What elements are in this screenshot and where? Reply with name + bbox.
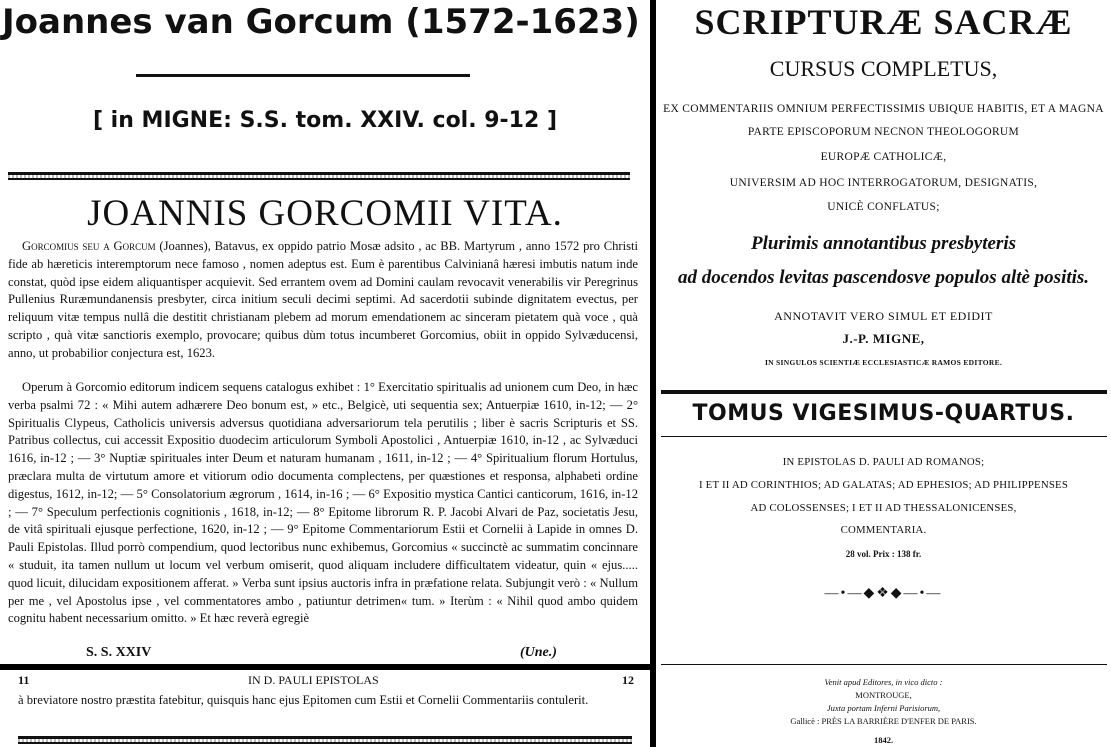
description-line: UNICÈ CONFLATUS;	[827, 201, 940, 213]
migne-reference: [ in MIGNE: S.S. tom. XXIV. col. 9-12 ]	[92, 108, 558, 133]
section-divider-horizontal	[0, 664, 656, 670]
imprint-line: MONTROUGE,	[855, 690, 912, 700]
epistles-line: AD COLOSSENSES; I ET II AD THESSALONICENSES,	[750, 502, 1017, 514]
top-rule	[8, 172, 630, 180]
title-underline	[136, 74, 470, 77]
imprint-line: Juxta portam Inferni Parisiorum,	[826, 703, 941, 713]
ornament-divider: —•—◆❖◆—•—	[824, 586, 943, 601]
scan-title-page	[656, 0, 1111, 747]
catchword: (Une.)	[520, 645, 557, 660]
biography-paragraph	[8, 238, 638, 363]
signature-mark: S. S. XXIV	[86, 645, 152, 660]
publication-year: 1842.	[873, 735, 894, 745]
epistles-line: COMMENTARIA.	[840, 524, 927, 536]
author-name-lead: Gorcomius seu a Gorcum	[22, 239, 156, 253]
page-number-right: 12	[622, 673, 634, 687]
epistles-line: IN EPISTOLAS D. PAULI AD ROMANOS;	[782, 456, 985, 468]
page-title: Joannes van Gorcum (1572-1623)	[2, 2, 640, 42]
bottom-rule	[18, 736, 632, 744]
tomus-rule-top	[661, 390, 1107, 394]
editor-name: J.-P. MIGNE,	[842, 331, 925, 346]
series-subtitle: CURSUS COMPLETUS,	[769, 56, 998, 81]
page-number-left: 11	[18, 673, 30, 687]
continuation-paragraph: à breviatore nostro præstita fatebitur, quisquis hanc ejus Epitomen cum Estii et Cornelii Commentariis contulerit.	[18, 693, 589, 707]
vita-heading: JOANNIS GORCOMII VITA.	[87, 193, 563, 234]
italic-line: ad docendos levitas pascendosve populos altè positis.	[677, 267, 1090, 288]
editor-description: IN SINGULOS SCIENTIÆ ECCLESIASTICÆ RAMOS EDITORE.	[764, 358, 1003, 367]
imprint-line: Venit apud Editores, in vico dicto :	[824, 677, 943, 687]
epistles-line: I ET II AD CORINTHIOS; AD GALATAS; AD EPHESIOS; AD PHILIPPENSES	[698, 479, 1069, 491]
series-title: SCRIPTURÆ SACRÆ	[694, 2, 1073, 42]
description-line: EX COMMENTARIIS OMNIUM PERFECTISSIMIS UBIQUE HABITIS, ET A MAGNA	[663, 103, 1104, 115]
running-head: IN D. PAULI EPISTOLAS	[248, 673, 379, 687]
tomus-rule-bottom	[661, 436, 1107, 437]
description-line: EUROPÆ CATHOLICÆ,	[820, 151, 947, 163]
description-line: PARTE EPISCOPORUM NECNON THEOLOGORUM	[747, 126, 1020, 138]
imprint-line: Gallicè : PRÈS LA BARRIÈRE D'ENFER DE PARIS.	[790, 716, 977, 726]
italic-line: Plurimis annotantibus presbyteris	[750, 233, 1016, 254]
para2-text: Operum à Gorcomio editorum indicem sequens catalogus exhibet : 1° Exercitatio spiritualis ad unionem cum Deo, in hæc verba psalmi 72 : « Mihi autem adhærere Deo bonum est, » etc., Belgicè, uti sequentia sex; Antuerpiæ 1610, in-12; — 2° Spiritualis Clypeus, Catholicis universis adversus quotidiana adversariorum tela perutilis ; liber è sacris Scripturis et SS. Patribus collectus, cui accessit Expositio duodecim articulorum Symboli Apostolici , Antuerpiæ 1610, in-12 , ac Sylvæduci 1616, in-12 ; — 3° Nuptiæ spirituales inter Deum et naturam humanam , 1611, in-12 ; — 4° Spiritualium florum Hortulus, præclara multa de virtutum amore et vitiorum odio documenta complectens, per quæstiones et responsa, alphabeti ordine digestus, 1612, in-12; — 5° Consolatorium ægrorum , 1614, in-16 ; — 6° Expositio mystica Cantici canticorum, 1616, in-12 ; — 7° Speculum perfectionis cognitionis , 1618, in-12; — 8° Epitome librorum R. P. Jacobi Alvari de Paz, societatis Jesu, de vitâ spirituali ejusque perfectione, 1620, in-12 ; — 9° Epitome Commentariorum Estii et Cornelii à Lapide in omnes D. Pauli Epistolas. Illud porrò compendium, quod lectoribus nunc exhibemus, Gorcomius « succinctè ac summatim concinnare « studuit, ita tamen nullum ut locum vel verbum omiserit, quod aliquam includere difficultatem videatur, quin « ejus..... quod licuit, dilucidam expositionem afferat. » Verba sunt ipsius auctoris infra in præfatione relata. Subjungit verò : « Nullum per me , vel Apostolus ipse , vel commentatores ambo , patiuntur detrimen« tum. » Iterùm : « Nihil quod ambo quidem cognitu habent necessarium omitto. » Et hæc reverà egregiè	[8, 380, 638, 626]
description-line: UNIVERSIM AD HOC INTERROGATORUM, DESIGNATIS,	[729, 177, 1038, 189]
imprint-rule	[661, 664, 1107, 665]
annotavit-line: ANNOTAVIT VERO SIMUL ET EDIDIT	[774, 309, 993, 323]
works-paragraph	[8, 379, 638, 628]
para1-text: (Joannes), Batavus, ex oppido patrio Mosæ adsito , ac BB. Martyrum , anno 1572 pro Christi fide ab hæreticis interemptorum nece famoso , nomen adeptus est. Eum è parentibus Calvinianâ hæresi imbutis natum inde constat, quòd ipse eidem aliquantisper acquievit. Sed errantem ovem ad Domini caulam revocavit venerabilis vir Peregrinus Pullenius Ruræmundanensis presbyter, circa initium seculi decimi septimi. Ad sacerdotii subinde dignitatem evectus, per reliquum vitæ tempus nullâ die destitit christianam plebem ad morum emendationem ac sinceram pietatem quà voce , quà scripto , quà vitæ sanctioris exemplo, provocare; quibus dùm totus incumberet Gorcomius, obiit in oppido Sylvæducensi, anno, ut probabilior conjectura est, 1623.	[8, 239, 638, 360]
volumes-price: 28 vol. Prix : 138 fr.	[845, 549, 922, 559]
volume-title: TOMUS VIGESIMUS-QUARTUS.	[692, 401, 1075, 426]
